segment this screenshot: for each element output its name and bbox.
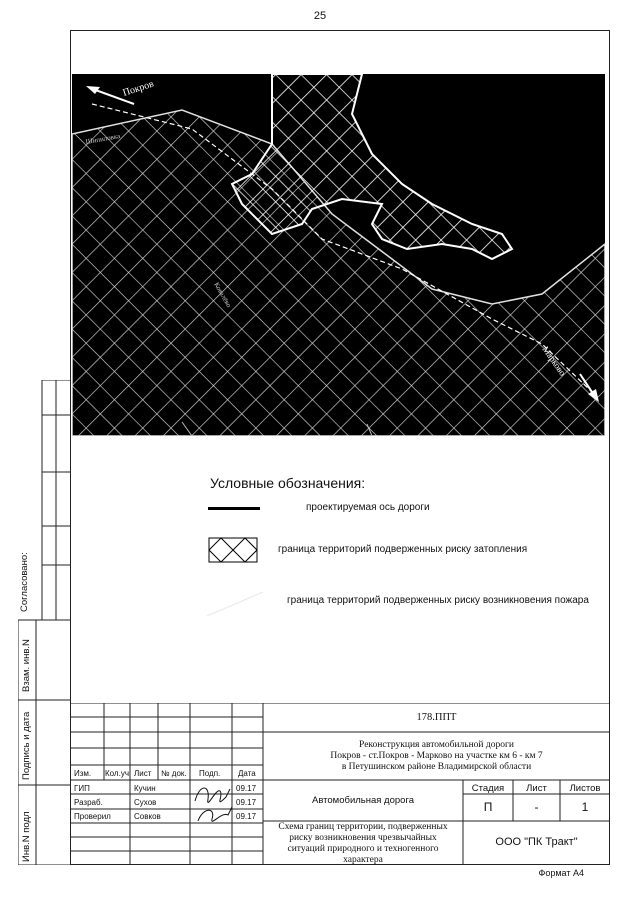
tb-row-role: ГИП bbox=[74, 784, 90, 793]
side-label-inv-orig: Инв.N подл bbox=[21, 811, 32, 862]
tb-row-role: Разраб. bbox=[74, 798, 103, 807]
tb-object-name: Автомобильная дорога bbox=[311, 795, 414, 806]
tb-project-line2: Покров - ст.Покров - Марково на участке км 6 - км 7 bbox=[330, 751, 543, 761]
tb-row-role: Проверил bbox=[74, 812, 111, 821]
legend-road-line bbox=[208, 507, 260, 510]
title-block bbox=[70, 703, 610, 865]
map-label-small-2: Ковалёво bbox=[212, 281, 233, 309]
tb-header-izm: Изм. bbox=[74, 769, 92, 778]
map-label-markovo: Марково bbox=[540, 344, 568, 378]
map-drawing bbox=[72, 74, 605, 436]
tb-row-name: Совков bbox=[134, 812, 161, 821]
tb-stage: П bbox=[483, 800, 493, 814]
map-label-small-1: Шипиловка bbox=[84, 132, 121, 146]
tb-sheet-header: Лист bbox=[526, 783, 547, 794]
tb-drawing-line4: характера bbox=[343, 855, 383, 865]
tb-sheets-header: Листов bbox=[569, 783, 601, 794]
tb-company: ООО "ПК Тракт" bbox=[495, 836, 578, 848]
page-number: 25 bbox=[313, 10, 327, 22]
tb-header-doc: № док. bbox=[161, 769, 187, 778]
tb-project-line1: Реконструкция автомобильной дороги bbox=[359, 740, 514, 750]
legend-fire-symbol bbox=[205, 590, 265, 618]
tb-drawing-line2: риску возникновения чрезвычайных bbox=[289, 833, 437, 843]
side-stamp bbox=[18, 380, 70, 865]
tb-row-name: Кучин bbox=[134, 784, 156, 793]
tb-row-date: 09.17 bbox=[236, 784, 257, 793]
tb-header-sign: Подп. bbox=[199, 769, 221, 778]
tb-row-date: 09.17 bbox=[236, 798, 257, 807]
tb-row-date: 09.17 bbox=[236, 812, 257, 821]
tb-row-name: Сухов bbox=[134, 798, 157, 807]
map-label-pokrov: Покров bbox=[121, 78, 156, 99]
side-label-sign-date: Подпись и дата bbox=[21, 711, 32, 780]
tb-project-line3: в Петушинском районе Владимирской области bbox=[341, 762, 532, 772]
tb-header-list: Лист bbox=[134, 769, 152, 778]
side-label-agreed: Согласовано: bbox=[19, 552, 30, 612]
legend-flood-text: граница территорий подверженных риску затопления bbox=[278, 544, 528, 555]
tb-sheet: - bbox=[534, 800, 539, 814]
format-label: Формат А4 bbox=[538, 868, 584, 878]
tb-sheets: 1 bbox=[581, 800, 589, 814]
tb-code: 178.ППТ bbox=[416, 712, 457, 723]
tb-header-date: Дата bbox=[238, 769, 256, 778]
legend-flood-symbol bbox=[208, 537, 258, 563]
legend-fire-text: граница территорий подверженных риску возникновения пожара bbox=[287, 595, 589, 606]
side-label-inv-zam: Взам. инв.N bbox=[21, 639, 32, 692]
legend-title: Условные обозначения: bbox=[210, 475, 366, 491]
map-area bbox=[72, 74, 605, 436]
tb-drawing-line3: ситуаций природного и техногенного bbox=[287, 844, 439, 854]
tb-header-kolvo: Кол.уч bbox=[105, 769, 129, 778]
legend-road-text: проектируемая ось дороги bbox=[306, 502, 430, 513]
tb-drawing-line1: Схема границ территории, подверженных bbox=[278, 822, 448, 832]
flood-zone-upper bbox=[232, 74, 512, 259]
tb-stage-header: Стадия bbox=[471, 783, 505, 794]
